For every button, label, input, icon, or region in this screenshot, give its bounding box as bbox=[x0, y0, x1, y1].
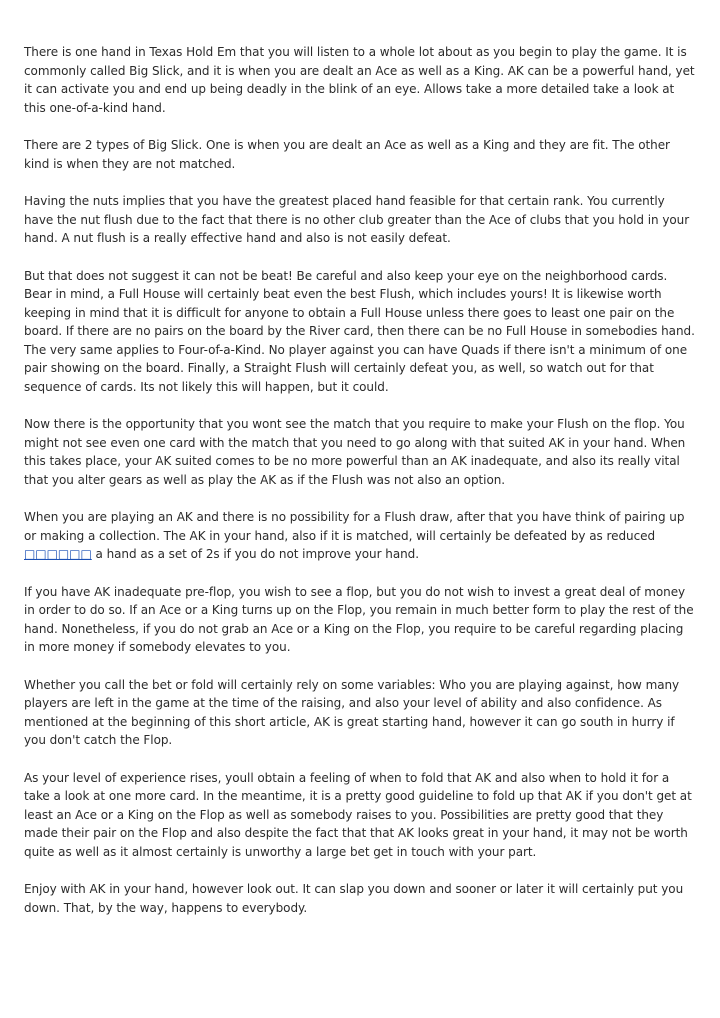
paragraph-7: If you have AK inadequate pre-flop, you wish to see a flop, but you do not wish to invest a great deal of money in order to do so. If an Ace or a King turns up on the Flop, you remain in much better form to play the rest of the hand. Nonetheless, if you do not grab an Ace or a King on the Flop, you require to be careful regarding placing in more money if somebody elevates to you. bbox=[24, 584, 694, 654]
paragraph-4: But that does not suggest it can not be beat! Be careful and also keep your eye on the neighborhood cards. Bear in mind, a Full House will certainly beat even the best Flush, which includes yours! It is likewise worth keeping in mind that it is difficult for anyone to obtain a Full House unless there goes to least one pair on the board. If there are no pairs on the board by the River card, then there can be no Full House in somebodies hand. The very same applies to Four-of-a-Kind. No player against you can have Quads if there isn't a minimum of one pair showing on the board. Finally, a Straight Flush will certainly defeat you, as well, so watch out for that sequence of cards. Its not likely this will happen, but it could. bbox=[24, 268, 695, 394]
paragraph-2: There are 2 types of Big Slick. One is when you are dealt an Ace as well as a King and they are fit. The other kind is when they are not matched. bbox=[24, 138, 670, 171]
paragraph-8: Whether you call the bet or fold will certainly rely on some variables: Who you are playing against, how many players are left in the game at the time of the raising, and also your level of ability and also confidence. As mentioned at the beginning of this short article, AK is great starting hand, however it can go south in hurry if you don't catch the Flop. bbox=[24, 677, 680, 747]
paragraph-9: As your level of experience rises, youll obtain a feeling of when to fold that AK and also when to hold it for a take a look at one more card. In the meantime, it is a pretty good guideline to fold up that AK if you don't get at least an Ace or a King on the Flop as well as somebody raises to you. Possibilities are pretty good that they made their pair on the Flop and also despite the fact that that AK looks great in your hand, it may not be worth quite as well as it almost certainly is unworthy a large bet get in touch with your part. bbox=[24, 770, 692, 859]
paragraph-6 bbox=[24, 508, 696, 564]
paragraph-1: There is one hand in Texas Hold Em that you will listen to a whole lot about as you begin to play the game. It is commonly called Big Slick, and it is when you are dealt an Ace as well as a King. AK can be a powerful hand, yet it can activate you and end up being deadly in the blink of an eye. Allows take a more detailed take a look at this one-of-a-kind hand. bbox=[24, 45, 695, 115]
article-body bbox=[24, 43, 696, 936]
paragraph-5: Now there is the opportunity that you wont see the match that you require to make your Flush on the flop. You might not see even one card with the match that you need to go along with that suited AK in your hand. When this takes place, your AK suited comes to be no more powerful than an AK inadequate, and also its really vital that you alter gears as well as play the AK as if the Flush was not also an option. bbox=[24, 417, 686, 487]
inline-link[interactable]: □□□□□□ bbox=[24, 547, 92, 561]
paragraph-6-text-before: When you are playing an AK and there is no possibility for a Flush draw, after that you have think of pairing up or making a collection. The AK in your hand, also if it is matched, will certainly be defeated by as reduced bbox=[24, 510, 685, 543]
paragraph-6-text-after: a hand as a set of 2s if you do not improve your hand. bbox=[91, 547, 420, 561]
paragraph-3: Having the nuts implies that you have the greatest placed hand feasible for that certain rank. You currently have the nut flush due to the fact that there is no other club greater than the Ace of clubs that you hold in your hand. A nut flush is a really effective hand and also is not easily defeat. bbox=[24, 194, 690, 245]
paragraph-10: Enjoy with AK in your hand, however look out. It can slap you down and sooner or later it will certainly put you down. That, by the way, happens to everybody. bbox=[24, 882, 684, 915]
